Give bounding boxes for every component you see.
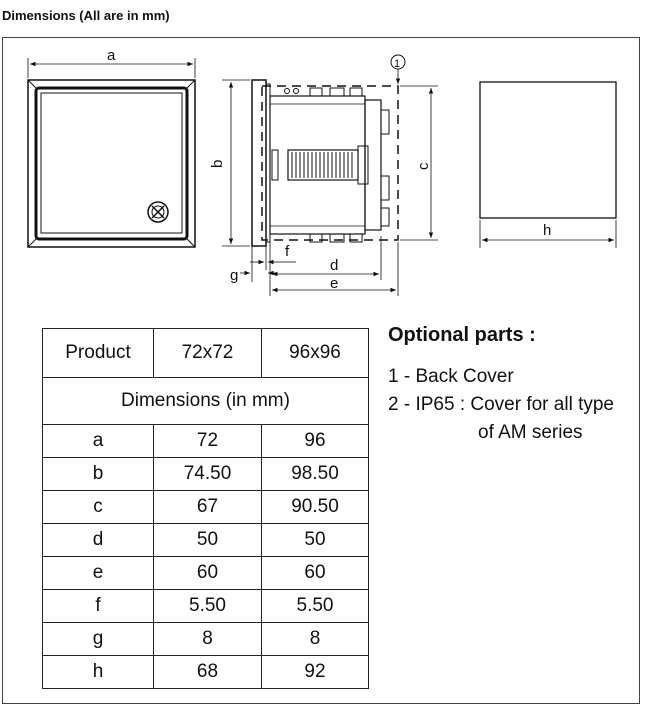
label-h: h: [543, 222, 552, 239]
back-view: [480, 82, 616, 218]
header-96x96: 96x96: [262, 329, 369, 378]
dimension-g: [240, 246, 276, 282]
callout-number: 1: [394, 58, 401, 70]
table-row: [43, 590, 369, 623]
row-label: c: [43, 491, 154, 524]
row-label: g: [43, 623, 154, 656]
optional-item-back-cover: 1 - Back Cover: [388, 366, 514, 387]
value-72x72: 74.50: [154, 458, 262, 491]
optional-item-ip65-cover: 2 - IP65 : Cover for all type: [388, 394, 614, 415]
value-96x96: 98.50: [262, 458, 369, 491]
value-96x96: 90.50: [262, 491, 369, 524]
value-96x96: 5.50: [262, 590, 369, 623]
row-label: a: [43, 425, 154, 458]
value-96x96: 96: [262, 425, 369, 458]
table-row: [43, 524, 369, 557]
value-72x72: 5.50: [154, 590, 262, 623]
label-d: d: [330, 257, 339, 274]
value-96x96: 92: [262, 656, 369, 689]
label-f: f: [285, 243, 290, 260]
row-label: b: [43, 458, 154, 491]
table-header-row: [43, 329, 369, 378]
label-e: e: [330, 275, 339, 292]
value-72x72: 60: [154, 557, 262, 590]
value-72x72: 72: [154, 425, 262, 458]
label-c: c: [415, 162, 432, 170]
value-96x96: 8: [262, 623, 369, 656]
subheader-dimensions: Dimensions (in mm): [43, 378, 369, 425]
dimension-b: [222, 80, 250, 246]
table-row: [43, 458, 369, 491]
table-row: [43, 491, 369, 524]
row-label: f: [43, 590, 154, 623]
table-row: [43, 656, 369, 689]
row-label: d: [43, 524, 154, 557]
header-72x72: 72x72: [154, 329, 262, 378]
table-row: [43, 425, 369, 458]
label-a: a: [107, 47, 116, 64]
row-label: e: [43, 557, 154, 590]
table-row: [43, 557, 369, 590]
optional-item-ip65-continuation: of AM series: [478, 422, 583, 443]
value-72x72: 50: [154, 524, 262, 557]
dimensions-table: [42, 328, 369, 689]
value-72x72: 67: [154, 491, 262, 524]
value-96x96: 50: [262, 524, 369, 557]
header-product: Product: [43, 329, 154, 378]
row-label: h: [43, 656, 154, 689]
table-row: [43, 623, 369, 656]
label-b: b: [209, 159, 226, 168]
optional-parts-title: Optional parts :: [388, 324, 536, 346]
side-view: [252, 80, 398, 246]
value-72x72: 68: [154, 656, 262, 689]
label-g: g: [230, 267, 239, 284]
optional-parts: [388, 324, 638, 447]
value-72x72: 8: [154, 623, 262, 656]
table-subheader-row: [43, 378, 369, 425]
front-view: [28, 80, 195, 247]
page-heading: Dimensions (All are in mm): [2, 8, 170, 23]
value-96x96: 60: [262, 557, 369, 590]
